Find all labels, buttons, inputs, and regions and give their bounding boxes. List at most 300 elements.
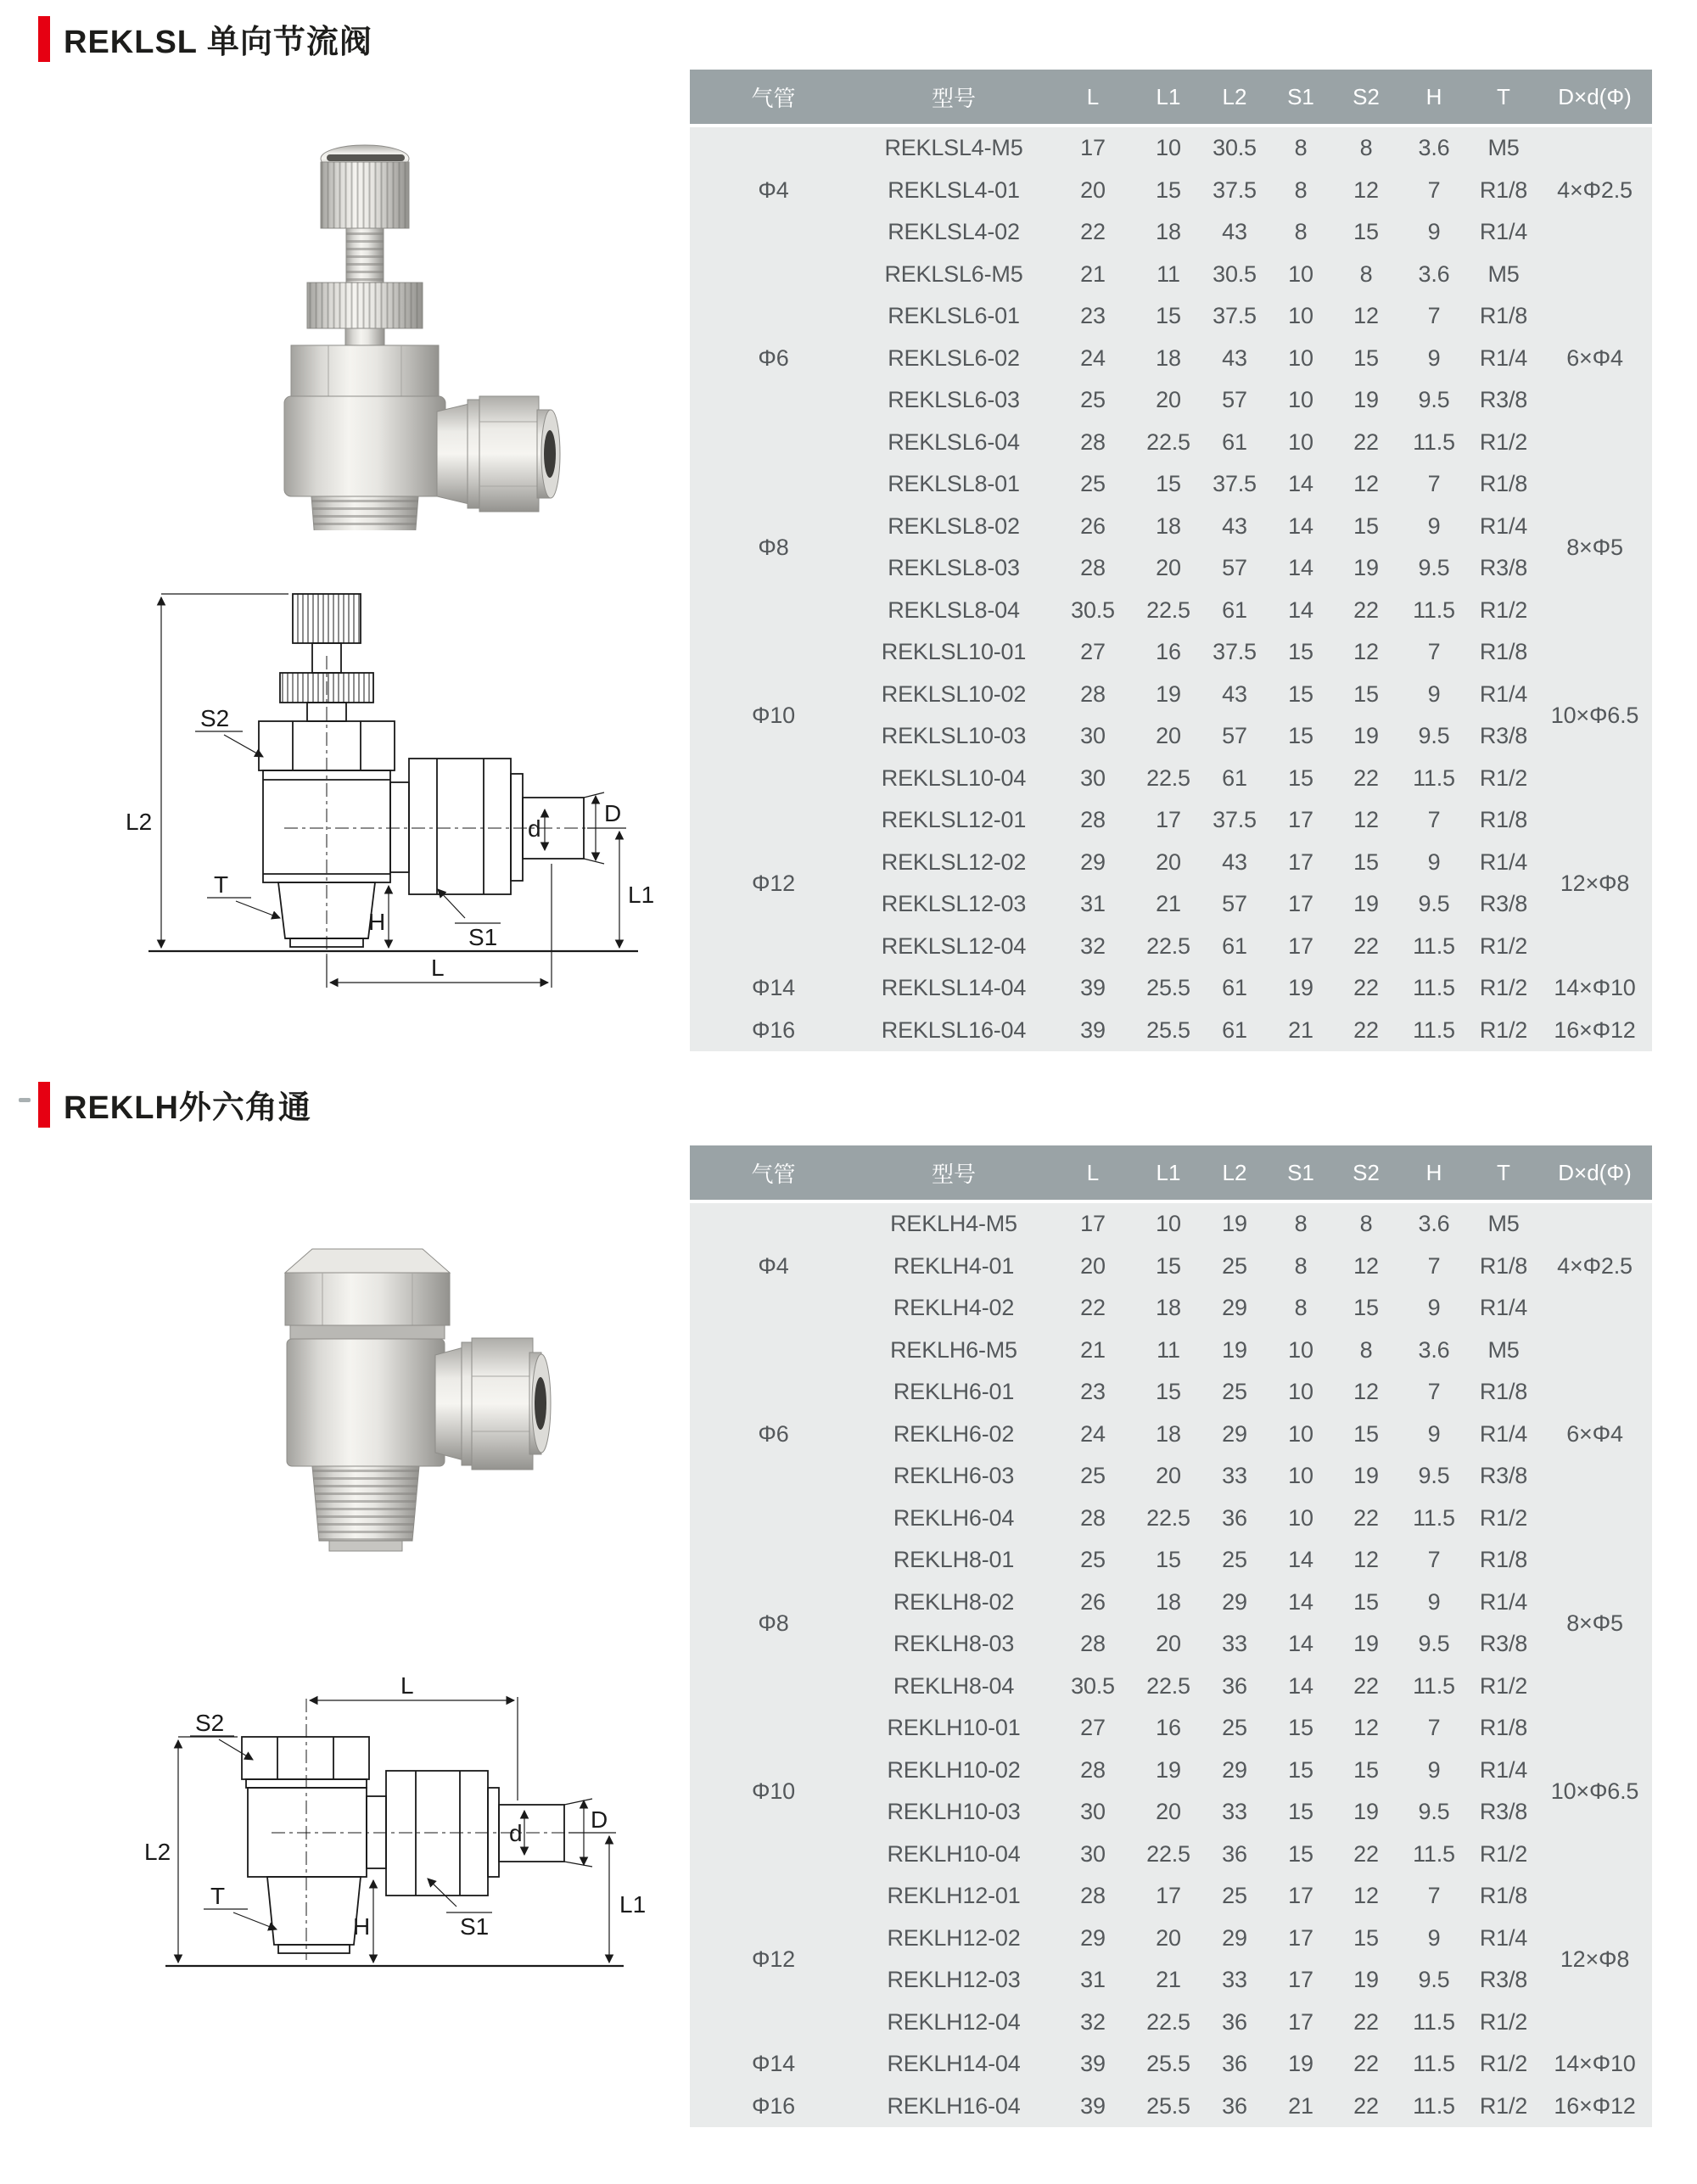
spec-cell: R1/2 [1470,926,1537,968]
spec-table-reklh [690,1145,1652,2127]
spec-cell: 27 [1050,1707,1135,1750]
spec-cell: R3/8 [1470,379,1537,422]
spec-cell: 18 [1135,1287,1201,1330]
spec-cell: 21 [1135,1959,1201,2002]
spec-cell: 57 [1201,547,1268,590]
spec-cell: 9.5 [1398,715,1470,758]
spec-cell: 15 [1334,1750,1398,1792]
spec-cell: 25.5 [1135,2043,1201,2086]
spec-cell: REKLSL6-02 [857,338,1050,380]
spec-cell: M5 [1470,1330,1537,1372]
spec-cell: 28 [1050,1623,1135,1666]
spec-cell: M5 [1470,254,1537,296]
spec-cell: 61 [1201,422,1268,464]
table-row [690,967,1652,1010]
spec-cell: REKLSL4-01 [857,170,1050,212]
spec-cell: 10 [1268,338,1334,380]
spec-cell: M5 [1470,126,1537,170]
spec-cell: 12 [1334,1539,1398,1582]
table-row [690,1707,1652,1750]
spec-cell: 10 [1268,379,1334,422]
spec-cell: 25.5 [1135,1010,1201,1052]
column-header: T [1470,70,1537,126]
spec-cell: 19 [1334,883,1398,926]
spec-cell: 14 [1268,1623,1334,1666]
column-header: L [1050,70,1135,126]
spec-cell: 36 [1201,1498,1268,1540]
dim-label-t: T [210,1883,226,1909]
spec-cell: 10 [1135,1201,1201,1246]
spec-cell: 30.5 [1201,126,1268,170]
spec-cell: 19 [1135,674,1201,716]
dim-label-d-small: d [528,815,541,842]
spec-cell: R1/2 [1470,1666,1537,1708]
dim-label-s1: S1 [460,1913,490,1940]
section-title-reklh [38,1081,311,1128]
spec-cell: R1/8 [1470,1875,1537,1918]
spec-cell: 15 [1135,1539,1201,1582]
spec-cell: 21 [1050,1330,1135,1372]
spec-cell: R1/4 [1470,1582,1537,1624]
spec-cell: 30.5 [1050,1666,1135,1708]
spec-cell: 22.5 [1135,422,1201,464]
spec-cell: R1/2 [1470,2086,1537,2128]
spec-table-reklsl [690,70,1652,1051]
spec-cell: 15 [1135,1246,1201,1288]
spec-cell: 9.5 [1398,883,1470,926]
column-header: H [1398,1145,1470,1201]
spec-cell: 22 [1334,2086,1398,2128]
spec-cell: 28 [1050,1498,1135,1540]
spec-cell: 22.5 [1135,1498,1201,1540]
spec-cell: R3/8 [1470,1791,1537,1834]
table-row [690,1201,1652,1246]
dxd-cell: 4×Φ2.5 [1537,1201,1652,1330]
dxd-cell: 12×Φ8 [1537,799,1652,967]
spec-cell: R1/2 [1470,1834,1537,1876]
spec-cell: 11.5 [1398,758,1470,800]
spec-cell: 39 [1050,2086,1135,2128]
section-title-reklsl [38,15,372,62]
spec-cell: 33 [1201,1455,1268,1498]
spec-cell: 15 [1334,842,1398,884]
spec-cell: 36 [1201,1666,1268,1708]
spec-cell: 16 [1135,631,1201,674]
table-row [690,2043,1652,2086]
spec-cell: 28 [1050,1750,1135,1792]
spec-cell: REKLSL14-04 [857,967,1050,1010]
spec-cell: 31 [1050,883,1135,926]
spec-cell: 20 [1135,1918,1201,1960]
spec-cell: R1/8 [1470,1707,1537,1750]
spec-cell: 9 [1398,1918,1470,1960]
spec-cell: R1/8 [1470,1371,1537,1414]
spec-cell: 22 [1334,2002,1398,2044]
spec-cell: R1/4 [1470,1750,1537,1792]
spec-cell: R3/8 [1470,547,1537,590]
dxd-cell: 8×Φ5 [1537,1539,1652,1707]
spec-cell: 15 [1334,1582,1398,1624]
spec-cell: 15 [1268,715,1334,758]
spec-cell: 37.5 [1201,631,1268,674]
table-header-row [690,1145,1652,1201]
spec-cell: 19 [1334,1455,1398,1498]
column-header: S1 [1268,70,1334,126]
spec-cell: 57 [1201,715,1268,758]
spec-cell: 9 [1398,1582,1470,1624]
spec-cell: 7 [1398,1875,1470,1918]
spec-cell: REKLH6-02 [857,1414,1050,1456]
spec-cell: R1/4 [1470,674,1537,716]
spec-cell: 31 [1050,1959,1135,2002]
spec-cell: 9 [1398,211,1470,254]
tube-size-cell: Φ4 [690,1201,857,1330]
section-title-text: REKLH外六角通 [64,1090,311,1126]
spec-cell: REKLH14-04 [857,2043,1050,2086]
spec-cell: 9 [1398,338,1470,380]
spec-cell: 14 [1268,590,1334,632]
spec-cell: R1/8 [1470,1246,1537,1288]
spec-cell: 30 [1050,715,1135,758]
spec-cell: R1/2 [1470,422,1537,464]
spec-table [690,70,1652,1051]
tube-size-cell: Φ14 [690,2043,857,2086]
spec-cell: 25 [1050,1455,1135,1498]
spec-cell: REKLH10-04 [857,1834,1050,1876]
spec-cell: 12 [1334,799,1398,842]
spec-cell: 20 [1135,842,1201,884]
spec-cell: 14 [1268,1666,1334,1708]
spec-cell: 10 [1268,254,1334,296]
spec-cell: 22 [1334,1666,1398,1708]
spec-cell: R1/8 [1470,799,1537,842]
table-row [690,254,1652,296]
spec-cell: 22.5 [1135,1834,1201,1876]
spec-cell: 14 [1268,463,1334,506]
spec-cell: REKLH6-01 [857,1371,1050,1414]
spec-cell: 29 [1201,1918,1268,1960]
spec-cell: REKLH12-01 [857,1875,1050,1918]
spec-cell: 10 [1268,1330,1334,1372]
tube-size-cell: Φ12 [690,799,857,967]
spec-cell: 14 [1268,1539,1334,1582]
spec-cell: 16 [1135,1707,1201,1750]
spec-cell: REKLSL10-04 [857,758,1050,800]
spec-cell: 43 [1201,506,1268,548]
spec-cell: 11 [1135,1330,1201,1372]
spec-cell: 25 [1201,1246,1268,1288]
spec-cell: 15 [1135,1371,1201,1414]
spec-cell: 15 [1268,631,1334,674]
dxd-cell: 6×Φ4 [1537,1330,1652,1540]
spec-cell: 25.5 [1135,2086,1201,2128]
spec-cell: 29 [1201,1414,1268,1456]
spec-cell: 17 [1050,126,1135,170]
spec-cell: R3/8 [1470,1455,1537,1498]
spec-cell: R1/2 [1470,967,1537,1010]
column-header: S2 [1334,70,1398,126]
spec-cell: 21 [1050,254,1135,296]
spec-cell: 61 [1201,1010,1268,1052]
spec-cell: 32 [1050,2002,1135,2044]
spec-cell: 11.5 [1398,1010,1470,1052]
spec-cell: 20 [1135,715,1201,758]
column-header: 型号 [857,70,1050,126]
spec-cell: 11.5 [1398,590,1470,632]
table-row [690,2086,1652,2128]
dim-label-l2: L2 [126,809,153,835]
spec-cell: 19 [1201,1201,1268,1246]
spec-cell: REKLH4-M5 [857,1201,1050,1246]
tube-size-cell: Φ16 [690,2086,857,2128]
spec-cell: 30 [1050,758,1135,800]
dim-label-d-big: D [591,1806,608,1833]
tube-size-cell: Φ16 [690,1010,857,1052]
technical-drawing-reklsl [76,575,670,1010]
column-header: L2 [1201,70,1268,126]
spec-cell: R1/4 [1470,506,1537,548]
product-photo-reklsl [182,123,564,530]
spec-cell: 15 [1268,758,1334,800]
spec-cell: 3.6 [1398,254,1470,296]
dxd-cell: 10×Φ6.5 [1537,631,1652,799]
spec-cell: 8 [1268,1287,1334,1330]
spec-cell: 22.5 [1135,758,1201,800]
spec-cell: 39 [1050,2043,1135,2086]
spec-cell: R3/8 [1470,883,1537,926]
spec-cell: 61 [1201,926,1268,968]
spec-cell: 36 [1201,2002,1268,2044]
spec-cell: 11 [1135,254,1201,296]
spec-cell: 30 [1050,1791,1135,1834]
spec-cell: 14 [1268,1582,1334,1624]
spec-cell: 17 [1268,2002,1334,2044]
spec-cell: 8 [1334,126,1398,170]
spec-cell: 37.5 [1201,463,1268,506]
spec-cell: 3.6 [1398,1330,1470,1372]
spec-cell: 37.5 [1201,170,1268,212]
spec-cell: 36 [1201,1834,1268,1876]
title-accent-bar [38,16,50,62]
spec-cell: 12 [1334,1371,1398,1414]
dim-label-l2: L2 [144,1839,171,1865]
spec-cell: R1/4 [1470,1414,1537,1456]
column-header: 气管 [690,1145,857,1201]
column-header: D×d(Φ) [1537,70,1652,126]
spec-cell: 18 [1135,211,1201,254]
table-row [690,1539,1652,1582]
spec-cell: 33 [1201,1791,1268,1834]
spec-cell: REKLSL10-01 [857,631,1050,674]
spec-cell: 57 [1201,883,1268,926]
spec-cell: 24 [1050,338,1135,380]
spec-cell: 18 [1135,338,1201,380]
spec-cell: 12 [1334,1707,1398,1750]
spec-cell: REKLSL8-02 [857,506,1050,548]
spec-cell: R1/2 [1470,1010,1537,1052]
spec-cell: 43 [1201,674,1268,716]
spec-cell: 19 [1135,1750,1201,1792]
spec-cell: R1/4 [1470,211,1537,254]
column-header: 型号 [857,1145,1050,1201]
spec-cell: 12 [1334,1875,1398,1918]
table-row [690,463,1652,506]
spec-cell: 30 [1050,1834,1135,1876]
tube-size-cell: Φ10 [690,1707,857,1875]
spec-cell: 15 [1268,1834,1334,1876]
spec-cell: 20 [1135,379,1201,422]
spec-cell: 11.5 [1398,2043,1470,2086]
spec-cell: 12 [1334,295,1398,338]
spec-cell: 11.5 [1398,926,1470,968]
tube-size-cell: Φ8 [690,463,857,631]
tube-size-cell: Φ10 [690,631,857,799]
spec-cell: 36 [1201,2043,1268,2086]
spec-cell: 43 [1201,338,1268,380]
spec-cell: 24 [1050,1414,1135,1456]
spec-cell: 19 [1334,715,1398,758]
spec-cell: 61 [1201,758,1268,800]
dim-label-h: H [353,1913,371,1940]
spec-cell: 15 [1334,1287,1398,1330]
spec-cell: 22 [1334,926,1398,968]
spec-cell: 19 [1201,1330,1268,1372]
spec-cell: 19 [1268,967,1334,1010]
column-header: D×d(Φ) [1537,1145,1652,1201]
spec-cell: REKLH8-03 [857,1623,1050,1666]
column-header: L [1050,1145,1135,1201]
dim-label-l1: L1 [619,1891,647,1918]
spec-cell: 18 [1135,1582,1201,1624]
spec-cell: 8 [1334,1201,1398,1246]
spec-cell: 22.5 [1135,590,1201,632]
spec-cell: R1/4 [1470,1918,1537,1960]
spec-cell: REKLSL6-01 [857,295,1050,338]
spec-cell: 25 [1201,1371,1268,1414]
spec-cell: 29 [1050,842,1135,884]
spec-cell: R1/8 [1470,463,1537,506]
spec-cell: 39 [1050,967,1135,1010]
spec-cell: 15 [1268,1791,1334,1834]
spec-cell: 15 [1135,170,1201,212]
spec-cell: 15 [1268,674,1334,716]
spec-cell: REKLSL12-02 [857,842,1050,884]
spec-cell: 9.5 [1398,1455,1470,1498]
spec-cell: R1/2 [1470,758,1537,800]
spec-cell: 19 [1334,1623,1398,1666]
spec-cell: 15 [1135,295,1201,338]
spec-cell: 20 [1050,170,1135,212]
spec-cell: 10 [1268,1371,1334,1414]
spec-cell: 7 [1398,295,1470,338]
tube-size-cell: Φ4 [690,126,857,254]
spec-cell: 14 [1268,547,1334,590]
spec-cell: 17 [1135,799,1201,842]
column-header: H [1398,70,1470,126]
spec-cell: R3/8 [1470,1959,1537,2002]
spec-cell: 3.6 [1398,126,1470,170]
spec-cell: 22 [1050,1287,1135,1330]
spec-cell: 21 [1135,883,1201,926]
spec-cell: REKLH6-M5 [857,1330,1050,1372]
spec-cell: REKLSL10-02 [857,674,1050,716]
spec-cell: REKLSL12-04 [857,926,1050,968]
spec-cell: REKLH8-02 [857,1582,1050,1624]
dxd-cell: 14×Φ10 [1537,2043,1652,2086]
spec-cell: 17 [1268,1875,1334,1918]
tube-size-cell: Φ14 [690,967,857,1010]
spec-cell: 12 [1334,170,1398,212]
spec-cell: 8 [1268,126,1334,170]
spec-cell: 22 [1334,758,1398,800]
spec-cell: 61 [1201,967,1268,1010]
spec-cell: 33 [1201,1959,1268,2002]
column-header: T [1470,1145,1537,1201]
spec-cell: 19 [1334,1791,1398,1834]
spec-cell: 30.5 [1201,254,1268,296]
spec-cell: REKLSL4-M5 [857,126,1050,170]
spec-cell: REKLH10-03 [857,1791,1050,1834]
table-row [690,1330,1652,1372]
spec-cell: 11.5 [1398,1498,1470,1540]
spec-cell: 8 [1334,254,1398,296]
spec-cell: 15 [1268,1750,1334,1792]
spec-cell: REKLH12-03 [857,1959,1050,2002]
spec-cell: REKLSL8-01 [857,463,1050,506]
spec-cell: 7 [1398,1371,1470,1414]
spec-cell: 29 [1201,1582,1268,1624]
spec-cell: R1/4 [1470,1287,1537,1330]
column-header: S2 [1334,1145,1398,1201]
spec-cell: 25 [1201,1875,1268,1918]
spec-cell: 12 [1334,1246,1398,1288]
spec-cell: 9 [1398,674,1470,716]
table-row [690,126,1652,170]
spec-cell: 17 [1050,1201,1135,1246]
tube-size-cell: Φ12 [690,1875,857,2043]
spec-cell: REKLSL8-03 [857,547,1050,590]
spec-cell: 15 [1334,1918,1398,1960]
spec-cell: 8 [1268,1201,1334,1246]
spec-cell: REKLH8-01 [857,1539,1050,1582]
spec-cell: 28 [1050,674,1135,716]
spec-cell: 26 [1050,506,1135,548]
spec-cell: 19 [1334,379,1398,422]
spec-cell: 19 [1268,2043,1334,2086]
spec-cell: 10 [1135,126,1201,170]
spec-cell: REKLH16-04 [857,2086,1050,2128]
spec-cell: 43 [1201,211,1268,254]
spec-cell: 7 [1398,1707,1470,1750]
spec-cell: 29 [1201,1750,1268,1792]
spec-cell: 23 [1050,295,1135,338]
section-title-text: REKLSL 单向节流阀 [64,25,372,60]
spec-cell: 20 [1135,1455,1201,1498]
spec-cell: 8 [1268,170,1334,212]
spec-cell: 9.5 [1398,1623,1470,1666]
dim-label-l: L [400,1672,414,1699]
spec-cell: 7 [1398,1539,1470,1582]
spec-cell: 29 [1050,1918,1135,1960]
spec-cell: REKLH12-04 [857,2002,1050,2044]
spec-cell: 18 [1135,506,1201,548]
spec-cell: R1/2 [1470,2002,1537,2044]
spec-cell: 8 [1334,1330,1398,1372]
spec-cell: 22 [1334,422,1398,464]
dim-label-l: L [431,955,445,981]
spec-cell: REKLSL10-03 [857,715,1050,758]
spec-cell: R1/8 [1470,170,1537,212]
